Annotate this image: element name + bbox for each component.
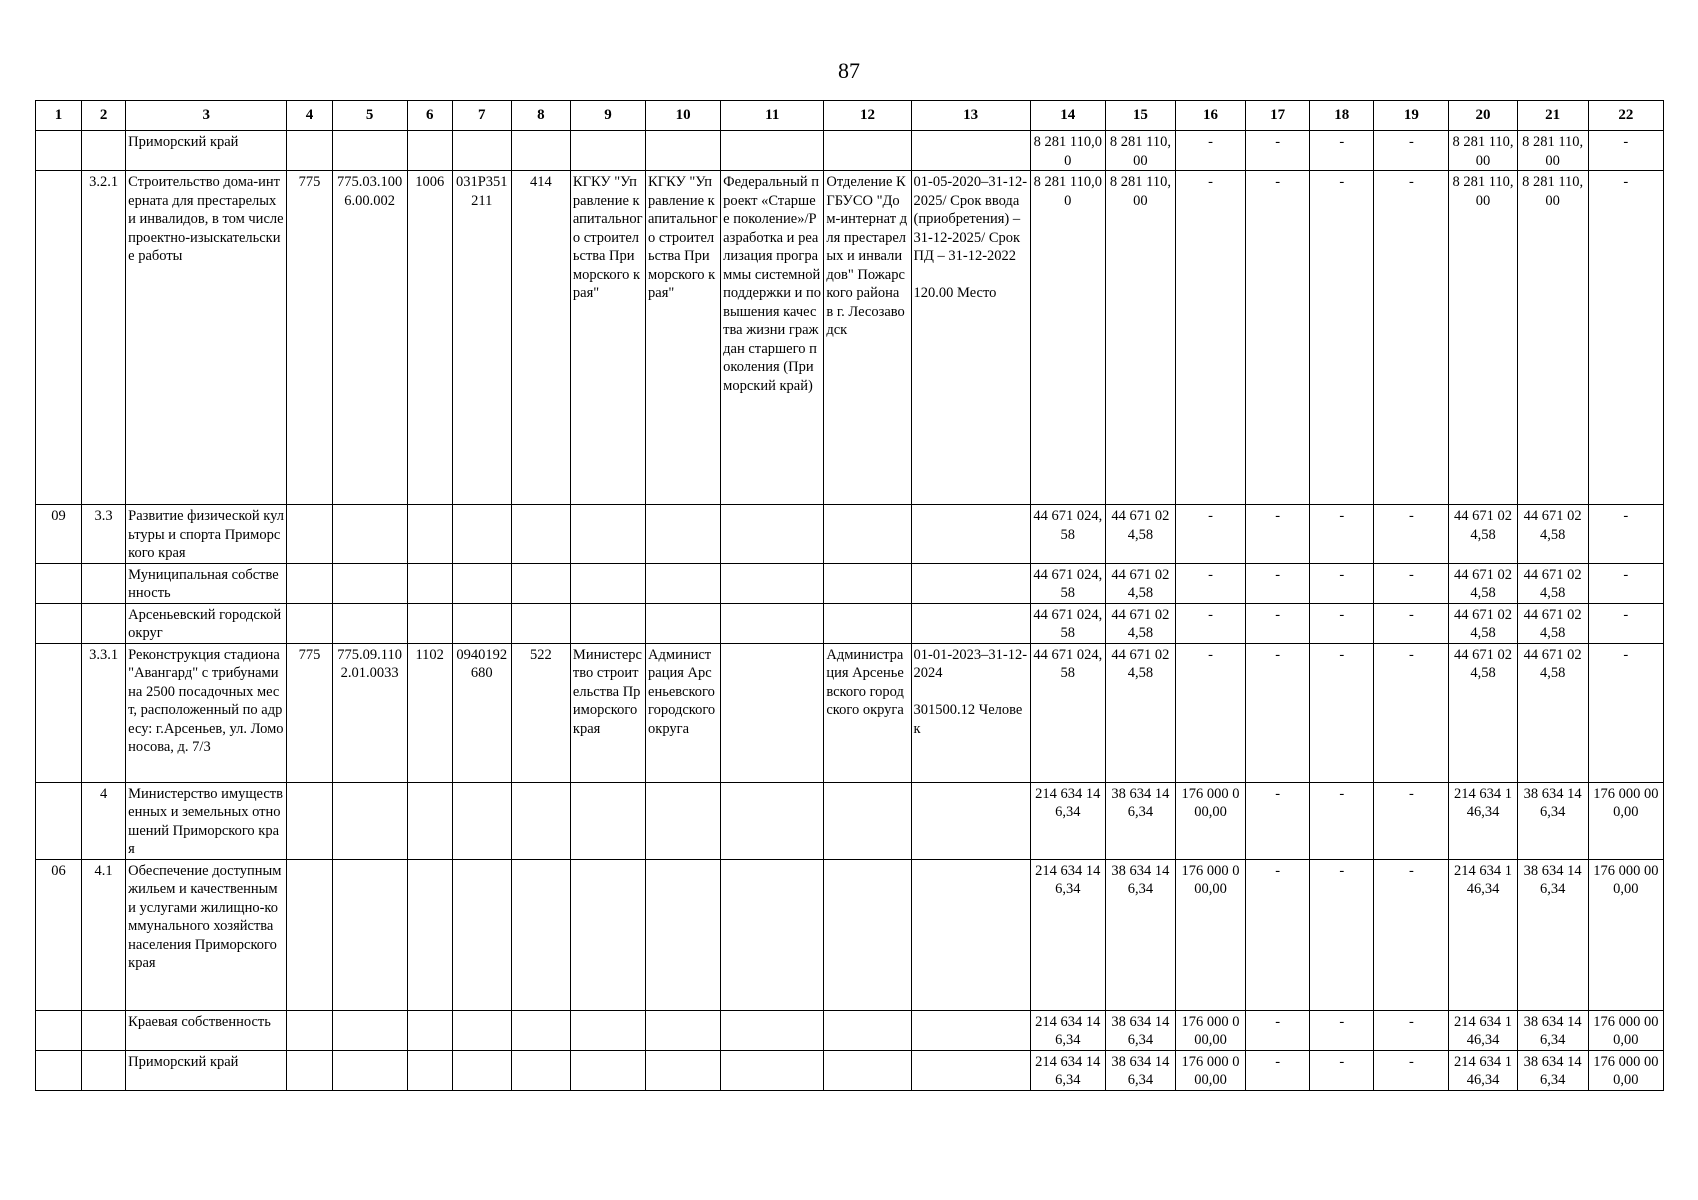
table-cell-col-4 (287, 1010, 332, 1050)
table-cell-col-19: - (1374, 1010, 1449, 1050)
table-cell-col-5 (332, 131, 407, 171)
table-cell-col-15: 38 634 146,34 (1105, 859, 1175, 1010)
table-cell-col-14: 8 281 110,00 (1030, 131, 1105, 171)
table-cell-col-10 (646, 563, 721, 603)
table-cell-col-20: 8 281 110,00 (1449, 131, 1517, 171)
table-cell-col-10 (646, 603, 721, 643)
table-cell-col-13 (911, 859, 1030, 1010)
table-cell-col-18: - (1310, 505, 1374, 564)
table-cell-col-2: 3.3.1 (82, 643, 126, 782)
table-cell-col-22: - (1588, 505, 1663, 564)
table-cell-col-16: - (1175, 563, 1245, 603)
table-cell-col-13: 01-05-2020–31-12-2025/ Срок ввода (приобретения) – 31-12-2025/ Срок ПД – 31-12-2022 120.00 Место (911, 171, 1030, 505)
table-cell-col-1 (36, 643, 82, 782)
table-cell-col-18: - (1310, 171, 1374, 505)
table-cell-col-13 (911, 782, 1030, 859)
table-cell-col-14: 214 634 146,34 (1030, 1050, 1105, 1090)
table-cell-col-6 (407, 131, 452, 171)
table-cell-col-15: 38 634 146,34 (1105, 1010, 1175, 1050)
table-cell-col-12: Отделение КГБУСО "Дом-интернат для престарелых и инвалидов" Пожарского района в г. Лесозаводск (824, 171, 911, 505)
budget-table (35, 100, 1664, 1091)
table-cell-col-1 (36, 171, 82, 505)
table-cell-col-12: Администрация Арсеньевского городского округа (824, 643, 911, 782)
table-cell-col-8 (511, 563, 570, 603)
table-row (36, 1050, 1664, 1090)
table-cell-col-20: 214 634 146,34 (1449, 782, 1517, 859)
table-row (36, 1010, 1664, 1050)
table-cell-col-13 (911, 131, 1030, 171)
table-cell-col-13 (911, 1010, 1030, 1050)
table-cell-col-6 (407, 563, 452, 603)
table-cell-col-8 (511, 131, 570, 171)
table-cell-col-14: 44 671 024,58 (1030, 603, 1105, 643)
table-cell-col-10: КГКУ "Управление капитального строительства Приморского края" (646, 171, 721, 505)
table-cell-col-19: - (1374, 1050, 1449, 1090)
table-cell-col-1: 06 (36, 859, 82, 1010)
table-cell-col-11: Федеральный проект «Старшее поколение»/Разработка и реализация программы системной поддержки и повышения качества жизни граждан старшего поколения (Приморский край) (721, 171, 824, 505)
table-cell-col-1 (36, 1050, 82, 1090)
table-cell-col-10 (646, 782, 721, 859)
table-cell-col-8 (511, 603, 570, 643)
table-cell-col-6 (407, 603, 452, 643)
table-cell-col-5 (332, 1010, 407, 1050)
table-cell-col-20: 8 281 110,00 (1449, 171, 1517, 505)
table-cell-col-9 (570, 563, 645, 603)
table-cell-col-3: Обеспечение доступным жильем и качественными услугами жилищно-коммунального хозяйства населения Приморского края (126, 859, 287, 1010)
table-row (36, 563, 1664, 603)
table-cell-col-17: - (1246, 1050, 1310, 1090)
table-cell-col-2: 4 (82, 782, 126, 859)
table-cell-col-9 (570, 131, 645, 171)
table-cell-col-9: Министерство строительства Приморского края (570, 643, 645, 782)
column-header: 18 (1310, 101, 1374, 131)
table-cell-col-10 (646, 1010, 721, 1050)
table-cell-col-20: 44 671 024,58 (1449, 643, 1517, 782)
table-cell-col-3: Муниципальная собственность (126, 563, 287, 603)
table-cell-col-15: 44 671 024,58 (1105, 603, 1175, 643)
column-header: 17 (1246, 101, 1310, 131)
table-cell-col-1: 09 (36, 505, 82, 564)
table-cell-col-8 (511, 859, 570, 1010)
table-cell-col-5: 775.09.1102.01.0033 (332, 643, 407, 782)
table-cell-col-7: 031P351211 (452, 171, 511, 505)
table-cell-col-14: 44 671 024,58 (1030, 563, 1105, 603)
table-cell-col-11 (721, 643, 824, 782)
table-cell-col-7 (452, 782, 511, 859)
table-cell-col-12 (824, 505, 911, 564)
table-cell-col-2 (82, 563, 126, 603)
table-row (36, 131, 1664, 171)
column-header: 16 (1175, 101, 1245, 131)
table-cell-col-13 (911, 563, 1030, 603)
table-cell-col-15: 38 634 146,34 (1105, 1050, 1175, 1090)
table-cell-col-11 (721, 563, 824, 603)
table-cell-col-6 (407, 782, 452, 859)
table-cell-col-1 (36, 1010, 82, 1050)
table-cell-col-10: Администрация Арсеньевского городского округа (646, 643, 721, 782)
table-cell-col-4: 775 (287, 643, 332, 782)
table-cell-col-9 (570, 1010, 645, 1050)
column-header: 3 (126, 101, 287, 131)
table-cell-col-10 (646, 505, 721, 564)
table-cell-col-9 (570, 859, 645, 1010)
table-cell-col-21: 38 634 146,34 (1517, 1050, 1588, 1090)
table-row (36, 859, 1664, 1010)
column-header: 7 (452, 101, 511, 131)
table-cell-col-19: - (1374, 131, 1449, 171)
table-cell-col-8 (511, 1050, 570, 1090)
table-cell-col-12 (824, 563, 911, 603)
table-cell-col-18: - (1310, 131, 1374, 171)
table-cell-col-20: 214 634 146,34 (1449, 1050, 1517, 1090)
table-cell-col-19: - (1374, 505, 1449, 564)
table-cell-col-18: - (1310, 563, 1374, 603)
table-cell-col-1 (36, 603, 82, 643)
table-cell-col-14: 214 634 146,34 (1030, 782, 1105, 859)
table-cell-col-5 (332, 563, 407, 603)
table-cell-col-17: - (1246, 505, 1310, 564)
table-cell-col-22: 176 000 000,00 (1588, 1050, 1663, 1090)
table-cell-col-5 (332, 603, 407, 643)
table-cell-col-11 (721, 505, 824, 564)
column-header: 2 (82, 101, 126, 131)
table-cell-col-2 (82, 1010, 126, 1050)
table-cell-col-1 (36, 131, 82, 171)
table-cell-col-12 (824, 1050, 911, 1090)
table-cell-col-4 (287, 505, 332, 564)
table-cell-col-9 (570, 782, 645, 859)
table-cell-col-21: 44 671 024,58 (1517, 643, 1588, 782)
table-cell-col-19: - (1374, 859, 1449, 1010)
table-cell-col-2 (82, 131, 126, 171)
table-cell-col-19: - (1374, 643, 1449, 782)
table-cell-col-8 (511, 505, 570, 564)
column-header-row (36, 101, 1664, 131)
table-cell-col-14: 214 634 146,34 (1030, 859, 1105, 1010)
table-cell-col-21: 44 671 024,58 (1517, 563, 1588, 603)
table-cell-col-6 (407, 1050, 452, 1090)
table-row (36, 643, 1664, 782)
column-header: 6 (407, 101, 452, 131)
table-cell-col-2 (82, 1050, 126, 1090)
table-cell-col-8 (511, 1010, 570, 1050)
table-cell-col-10 (646, 1050, 721, 1090)
table-cell-col-2: 3.3 (82, 505, 126, 564)
table-cell-col-11 (721, 859, 824, 1010)
table-cell-col-11 (721, 1050, 824, 1090)
table-cell-col-22: 176 000 000,00 (1588, 782, 1663, 859)
table-cell-col-21: 38 634 146,34 (1517, 1010, 1588, 1050)
table-cell-col-2: 3.2.1 (82, 171, 126, 505)
table-cell-col-4 (287, 859, 332, 1010)
table-cell-col-16: - (1175, 131, 1245, 171)
column-header: 14 (1030, 101, 1105, 131)
table-cell-col-10 (646, 859, 721, 1010)
table-cell-col-4 (287, 1050, 332, 1090)
table-cell-col-12 (824, 131, 911, 171)
table-cell-col-12 (824, 603, 911, 643)
table-cell-col-5 (332, 859, 407, 1010)
table-cell-col-17: - (1246, 603, 1310, 643)
table-row (36, 505, 1664, 564)
table-cell-col-21: 38 634 146,34 (1517, 859, 1588, 1010)
table-cell-col-13 (911, 505, 1030, 564)
table-cell-col-22: 176 000 000,00 (1588, 1010, 1663, 1050)
table-cell-col-21: 8 281 110,00 (1517, 131, 1588, 171)
table-cell-col-3: Приморский край (126, 131, 287, 171)
column-header: 8 (511, 101, 570, 131)
table-cell-col-3: Краевая собственность (126, 1010, 287, 1050)
table-cell-col-12 (824, 859, 911, 1010)
table-cell-col-6 (407, 859, 452, 1010)
table-cell-col-2 (82, 603, 126, 643)
table-cell-col-9 (570, 1050, 645, 1090)
table-cell-col-4 (287, 563, 332, 603)
table-cell-col-17: - (1246, 859, 1310, 1010)
table-cell-col-4: 775 (287, 171, 332, 505)
table-cell-col-19: - (1374, 171, 1449, 505)
table-cell-col-15: 44 671 024,58 (1105, 505, 1175, 564)
table-cell-col-5 (332, 1050, 407, 1090)
table-cell-col-16: 176 000 000,00 (1175, 1010, 1245, 1050)
column-header: 22 (1588, 101, 1663, 131)
table-cell-col-6: 1102 (407, 643, 452, 782)
table-cell-col-6 (407, 1010, 452, 1050)
table-cell-col-7 (452, 1050, 511, 1090)
table-cell-col-16: 176 000 000,00 (1175, 782, 1245, 859)
column-header: 11 (721, 101, 824, 131)
table-cell-col-21: 38 634 146,34 (1517, 782, 1588, 859)
table-cell-col-19: - (1374, 603, 1449, 643)
table-cell-col-17: - (1246, 131, 1310, 171)
table-cell-col-17: - (1246, 782, 1310, 859)
table-cell-col-7 (452, 563, 511, 603)
table-cell-col-15: 44 671 024,58 (1105, 643, 1175, 782)
table-cell-col-15: 44 671 024,58 (1105, 563, 1175, 603)
table-cell-col-22: - (1588, 643, 1663, 782)
table-cell-col-8 (511, 782, 570, 859)
table-cell-col-16: 176 000 000,00 (1175, 1050, 1245, 1090)
table-cell-col-11 (721, 782, 824, 859)
table-cell-col-20: 44 671 024,58 (1449, 563, 1517, 603)
table-cell-col-5 (332, 505, 407, 564)
table-cell-col-18: - (1310, 643, 1374, 782)
column-header: 9 (570, 101, 645, 131)
table-cell-col-15: 8 281 110,00 (1105, 171, 1175, 505)
table-cell-col-17: - (1246, 643, 1310, 782)
table-cell-col-7 (452, 505, 511, 564)
table-cell-col-20: 214 634 146,34 (1449, 859, 1517, 1010)
table-cell-col-3: Реконструкция стадиона "Авангард" с трибунами на 2500 посадочных мест, расположенный по адресу: г.Арсеньев, ул. Ломоносова, д. 7/3 (126, 643, 287, 782)
table-cell-col-14: 44 671 024,58 (1030, 643, 1105, 782)
table-cell-col-16: - (1175, 171, 1245, 505)
table-cell-col-9 (570, 505, 645, 564)
table-cell-col-17: - (1246, 1010, 1310, 1050)
table-cell-col-22: - (1588, 603, 1663, 643)
table-cell-col-17: - (1246, 563, 1310, 603)
table-cell-col-5 (332, 782, 407, 859)
table-cell-col-19: - (1374, 782, 1449, 859)
column-header: 19 (1374, 101, 1449, 131)
table-cell-col-3: Министерство имущественных и земельных отношений Приморского края (126, 782, 287, 859)
table-cell-col-19: - (1374, 563, 1449, 603)
table-cell-col-14: 44 671 024,58 (1030, 505, 1105, 564)
page-number: 87 (838, 58, 860, 83)
column-header: 20 (1449, 101, 1517, 131)
table-cell-col-11 (721, 603, 824, 643)
table-cell-col-7 (452, 859, 511, 1010)
table-cell-col-4 (287, 782, 332, 859)
table-cell-col-6 (407, 505, 452, 564)
table-row (36, 171, 1664, 505)
column-header: 21 (1517, 101, 1588, 131)
table-cell-col-13: 01-01-2023–31-12-2024 301500.12 Человек (911, 643, 1030, 782)
table-cell-col-3: Приморский край (126, 1050, 287, 1090)
table-cell-col-16: - (1175, 643, 1245, 782)
column-header: 5 (332, 101, 407, 131)
table-cell-col-7 (452, 603, 511, 643)
table-cell-col-8: 414 (511, 171, 570, 505)
table-cell-col-1 (36, 563, 82, 603)
table-cell-col-18: - (1310, 782, 1374, 859)
table-cell-col-11 (721, 1010, 824, 1050)
column-header: 10 (646, 101, 721, 131)
table-cell-col-7: 0940192680 (452, 643, 511, 782)
table-cell-col-9 (570, 603, 645, 643)
table-cell-col-15: 8 281 110,00 (1105, 131, 1175, 171)
table-cell-col-15: 38 634 146,34 (1105, 782, 1175, 859)
table-cell-col-2: 4.1 (82, 859, 126, 1010)
table-cell-col-4 (287, 131, 332, 171)
table-cell-col-22: 176 000 000,00 (1588, 859, 1663, 1010)
table-cell-col-12 (824, 782, 911, 859)
table-cell-col-18: - (1310, 1010, 1374, 1050)
table-cell-col-22: - (1588, 563, 1663, 603)
table-cell-col-9: КГКУ "Управление капитального строительства Приморского края" (570, 171, 645, 505)
table-cell-col-18: - (1310, 1050, 1374, 1090)
table-cell-col-20: 214 634 146,34 (1449, 1010, 1517, 1050)
table-cell-col-16: - (1175, 505, 1245, 564)
table-cell-col-21: 8 281 110,00 (1517, 171, 1588, 505)
column-header: 1 (36, 101, 82, 131)
table-cell-col-13 (911, 1050, 1030, 1090)
table-cell-col-21: 44 671 024,58 (1517, 505, 1588, 564)
table-row (36, 603, 1664, 643)
table-cell-col-14: 8 281 110,00 (1030, 171, 1105, 505)
table-cell-col-16: 176 000 000,00 (1175, 859, 1245, 1010)
table-cell-col-22: - (1588, 131, 1663, 171)
table-cell-col-3: Строительство дома-интерната для престарелых и инвалидов, в том числе проектно-изыскательские работы (126, 171, 287, 505)
table-cell-col-7 (452, 1010, 511, 1050)
column-header: 15 (1105, 101, 1175, 131)
table-cell-col-14: 214 634 146,34 (1030, 1010, 1105, 1050)
table-cell-col-1 (36, 782, 82, 859)
table-row (36, 782, 1664, 859)
table-cell-col-18: - (1310, 603, 1374, 643)
table-cell-col-20: 44 671 024,58 (1449, 505, 1517, 564)
column-header: 12 (824, 101, 911, 131)
table-cell-col-3: Развитие физической культуры и спорта Приморского края (126, 505, 287, 564)
table-cell-col-6: 1006 (407, 171, 452, 505)
table-cell-col-3: Арсеньевский городской округ (126, 603, 287, 643)
table-cell-col-22: - (1588, 171, 1663, 505)
table-cell-col-13 (911, 603, 1030, 643)
table-cell-col-7 (452, 131, 511, 171)
table-cell-col-4 (287, 603, 332, 643)
table-cell-col-8: 522 (511, 643, 570, 782)
table-cell-col-18: - (1310, 859, 1374, 1010)
table-cell-col-5: 775.03.1006.00.002 (332, 171, 407, 505)
table-cell-col-17: - (1246, 171, 1310, 505)
column-header: 4 (287, 101, 332, 131)
table-cell-col-11 (721, 131, 824, 171)
table-cell-col-10 (646, 131, 721, 171)
table-cell-col-12 (824, 1010, 911, 1050)
table-cell-col-20: 44 671 024,58 (1449, 603, 1517, 643)
table-cell-col-21: 44 671 024,58 (1517, 603, 1588, 643)
column-header: 13 (911, 101, 1030, 131)
table-cell-col-16: - (1175, 603, 1245, 643)
